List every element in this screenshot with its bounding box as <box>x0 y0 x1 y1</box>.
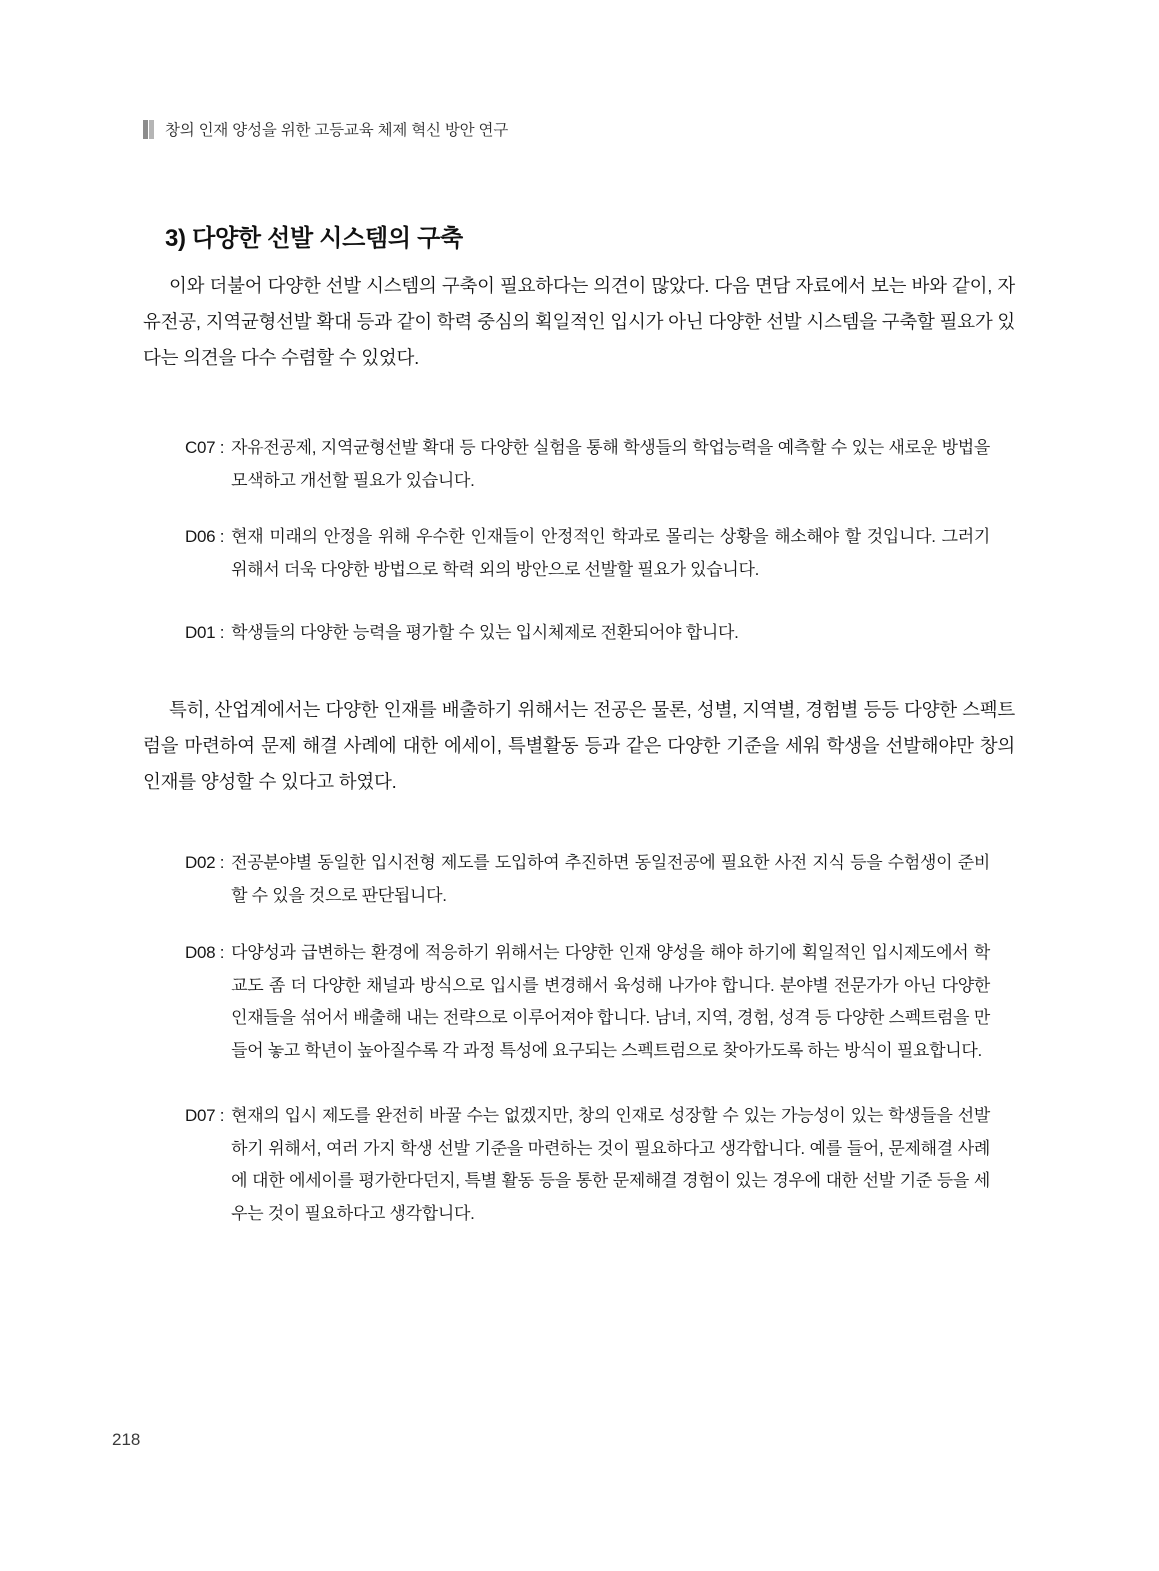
body-paragraph-1-container <box>143 268 1015 376</box>
quotation-text: 전공분야별 동일한 입시전형 제도를 도입하여 추진하면 동일전공에 필요한 사전 지식 등을 수험생이 준비할 수 있을 것으로 판단됩니다. <box>231 853 990 905</box>
quotation-item <box>185 937 990 1067</box>
quotation-item <box>185 1100 990 1230</box>
body-paragraph-2-container <box>143 692 1015 800</box>
quotation-text: 자유전공제, 지역균형선발 확대 등 다양한 실험을 통해 학생들의 학업능력을 예측할 수 있는 새로운 방법을 모색하고 개선할 필요가 있습니다. <box>231 438 990 490</box>
quotation-text: 현재의 입시 제도를 완전히 바꿀 수는 없겠지만, 창의 인재로 성장할 수 있는 가능성이 있는 학생들을 선발하기 위해서, 여러 가지 학생 선발 기준을 마련하는 것이 필요하다고 생각합니다. 예를 들어, 문제해결 사례에 대한 에세이를 평가한다던지, 특별 활동 등을 통한 문제해결 경험이 있는 경우에 대한 선발 기준 등을 세우는 것이 필요하다고 생각합니다. <box>231 1106 990 1223</box>
bar-marker-icon <box>143 120 154 139</box>
quotation-item <box>185 521 990 586</box>
section-heading: 3) 다양한 선발 시스템의 구축 <box>165 225 463 252</box>
body-paragraph: 특히, 산업계에서는 다양한 인재를 배출하기 위해서는 전공은 물론, 성별, 지역별, 경험별 등등 다양한 스펙트럼을 마련하여 문제 해결 사례에 대한 에세이, 특별활동 등과 같은 다양한 기준을 세워 학생을 선발해야만 창의 인재를 양성할 수 있다고 하였다. <box>143 699 1015 792</box>
quotation-text: 학생들의 다양한 능력을 평가할 수 있는 입시체제로 전환되어야 합니다. <box>231 623 739 642</box>
quotation-code: D02 : <box>185 853 225 872</box>
page-number: 218 <box>112 1430 141 1449</box>
quotation-code: D07 : <box>185 1106 225 1125</box>
body-paragraph: 이와 더불어 다양한 선발 시스템의 구축이 필요하다는 의견이 많았다. 다음 면담 자료에서 보는 바와 같이, 자유전공, 지역균형선발 확대 등과 같이 학력 중심의 획일적인 입시가 아닌 다양한 선발 시스템을 구축할 필요가 있다는 의견을 다수 수렴할 수 있었다. <box>143 275 1015 368</box>
quotation-text: 현재 미래의 안정을 위해 우수한 인재들이 안정적인 학과로 몰리는 상황을 해소해야 할 것입니다. 그러기 위해서 더욱 다양한 방법으로 학력 외의 방안으로 선발할 필요가 있습니다. <box>231 527 990 579</box>
quotation-item <box>185 847 990 912</box>
running-header-text: 창의 인재 양성을 위한 고등교육 체제 혁신 방안 연구 <box>165 122 509 139</box>
quotation-code: C07 : <box>185 438 225 457</box>
quotation-code: D01 : <box>185 623 225 642</box>
quotation-text: 다양성과 급변하는 환경에 적응하기 위해서는 다양한 인재 양성을 해야 하기에 획일적인 입시제도에서 학교도 좀 더 다양한 채널과 방식으로 입시를 변경해서 육성해 나가야 합니다. 분야별 전문가가 아닌 다양한 인재들을 섞어서 배출해 내는 전략으로 이루어져야 합니다. 남녀, 지역, 경험, 성격 등 다양한 스펙트럼을 만들어 놓고 학년이 높아질수록 각 과정 특성에 요구되는 스펙트럼으로 찾아가도록 하는 방식이 필요합니다. <box>231 943 990 1060</box>
quotation-code: D06 : <box>185 527 225 546</box>
running-header <box>143 118 508 140</box>
quotation-item <box>185 432 990 497</box>
quotation-code: D08 : <box>185 943 225 962</box>
quotation-item <box>185 617 990 650</box>
